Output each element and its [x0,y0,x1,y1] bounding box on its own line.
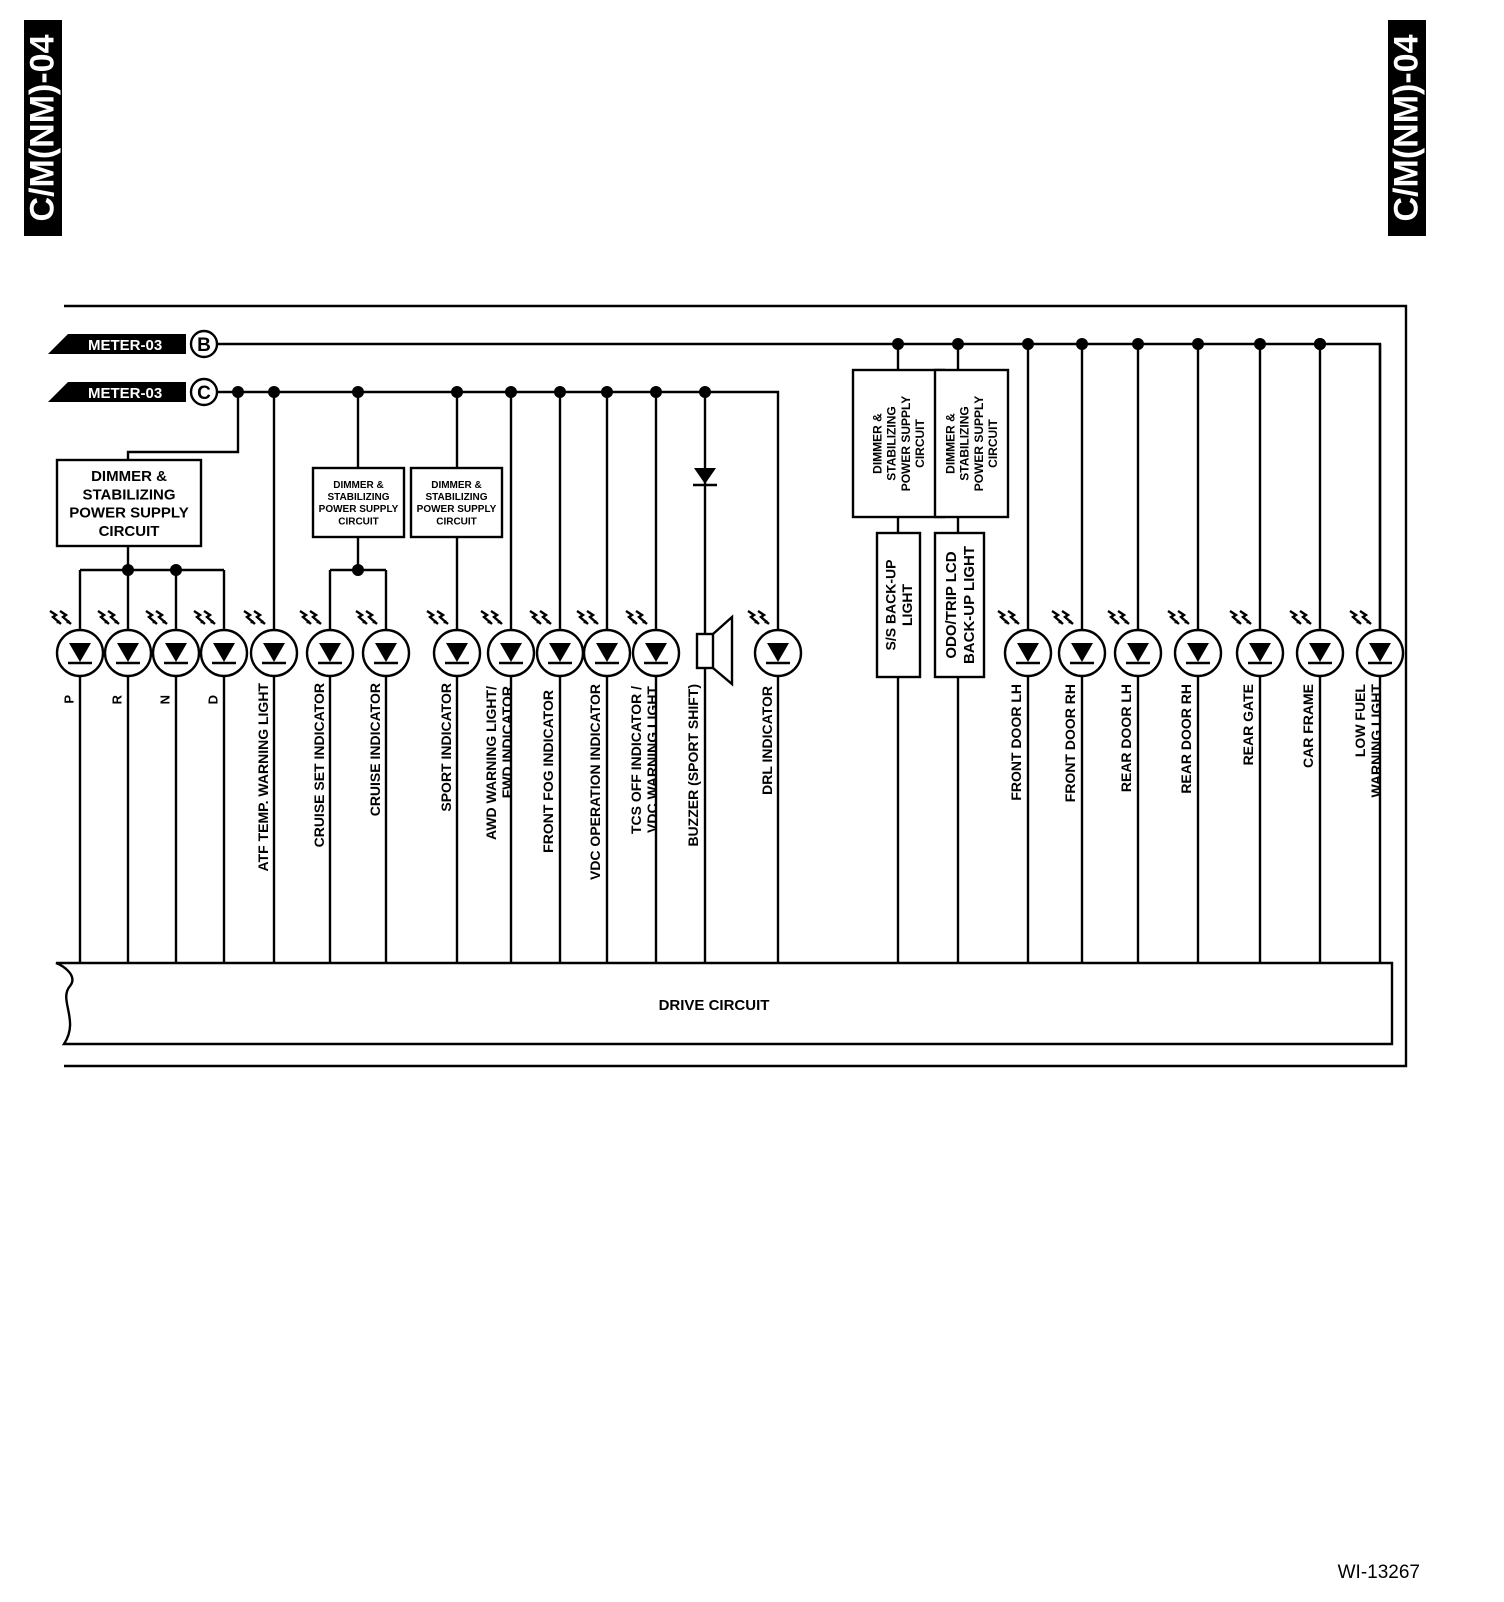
dimmer-odo-box-text: CIRCUIT [986,419,1001,468]
dimmer-ss-box-text: STABILIZING [884,406,899,481]
led-tcs-off [626,611,679,676]
dimmer-main-box-text: DIMMER & [91,467,167,485]
label-front-fog: FRONT FOG INDICATOR [540,690,557,853]
dimmer-sport-box-text: CIRCUIT [436,516,477,528]
label-cruise: CRUISE INDICATOR [367,683,384,817]
label-low-fuel: WARNING LIGHT [1368,684,1385,798]
dimmer-ss-box-text: POWER SUPPLY [898,395,913,492]
dimmer-odo-box-text: POWER SUPPLY [971,395,986,492]
led-rear-gate [1230,611,1283,676]
buzzer-body [697,634,713,668]
label-rear-door-rh: REAR DOOR RH [1178,684,1195,794]
label-tcs-off: TCS OFF INDICATOR / [628,686,645,835]
dimmer-cruise-box-text: POWER SUPPLY [318,504,399,516]
led-rear-door-lh [1108,611,1161,676]
ss-backup-box-text: S/S BACK-UP [882,559,899,651]
led-drl [748,611,801,676]
connector-c-name: METER-03 [88,385,163,402]
dimmer-sport-box-text: POWER SUPPLY [416,504,497,516]
label-gear-n: N [157,695,173,705]
figure-id: WI-13267 [1337,1562,1420,1583]
label-drl: DRL INDICATOR [759,686,776,795]
dimmer-cruise-box-text: STABILIZING [327,492,390,503]
buzzer-diode [694,468,716,484]
label-cruise-set: CRUISE SET INDICATOR [311,683,328,848]
buzzer-cone [713,617,732,684]
drive-circuit-label: DRIVE CIRCUIT [658,997,770,1014]
dimmer-cruise-box-text: DIMMER & [333,479,384,491]
led-front-door-lh [998,611,1051,676]
led-car-frame [1290,611,1343,676]
led-cruise [356,611,409,676]
dimmer-main-box-text: STABILIZING [82,486,176,504]
connector-b-name: METER-03 [88,337,163,354]
label-awd: FWD INDICATOR [499,686,516,799]
dimmer-sport-box-text: DIMMER & [431,479,482,491]
led-front-fog [530,611,583,676]
led-gear-r [98,611,151,676]
dimmer-sport-box-text: STABILIZING [425,492,488,503]
label-tcs-off: VDC WARNING LIGHT [644,686,661,833]
label-front-door-rh: FRONT DOOR RH [1062,684,1079,803]
label-low-fuel: LOW FUEL [1352,684,1369,758]
led-gear-d [194,611,247,676]
dimmer-ss-box-text: CIRCUIT [913,419,928,468]
led-low-fuel [1350,611,1403,676]
label-sport: SPORT INDICATOR [438,683,455,812]
dimmer-odo-box-text: STABILIZING [957,406,972,481]
ss-backup-box-text: LIGHT [898,584,915,626]
dimmer-cruise-box-text: CIRCUIT [338,516,379,528]
led-front-door-rh [1052,611,1105,676]
label-rear-door-lh: REAR DOOR LH [1118,684,1135,793]
led-gear-p [50,611,103,676]
label-buzzer: BUZZER (SPORT SHIFT) [685,684,702,847]
corner-tab-right-text: C/M(NM)-04 [1387,34,1426,222]
label-gear-p: P [61,695,77,704]
label-gear-r: R [109,695,125,705]
connector-b-pin: B [197,335,211,356]
label-front-door-lh: FRONT DOOR LH [1008,684,1025,801]
led-gear-n [146,611,199,676]
dimmer-odo-box-text: DIMMER & [943,413,958,474]
led-rear-door-rh [1168,611,1221,676]
led-cruise-set [300,611,353,676]
dimmer-main-feed [128,392,238,460]
component-layer [50,468,1403,684]
dimmer-ss-box-text: DIMMER & [870,413,885,474]
connector-c-pin: C [197,383,211,404]
odo-backup-box-text: ODO/TRIP LCD [943,551,961,659]
label-car-frame: CAR FRAME [1300,684,1317,768]
odo-backup-box-text: BACK-UP LIGHT [960,545,978,665]
dimmer-main-box-text: POWER SUPPLY [69,504,189,522]
box-layer [57,370,1008,677]
junction-c-1 [232,386,244,398]
label-atf: ATF TEMP. WARNING LIGHT [255,683,272,872]
led-vdc-operation [577,611,630,676]
corner-tab-left-text: C/M(NM)-04 [23,34,62,222]
label-vdc-operation: VDC OPERATION INDICATOR [587,684,604,881]
label-rear-gate: REAR GATE [1240,684,1257,766]
label-gear-d: D [205,695,221,705]
led-sport [427,611,480,676]
led-awd [481,611,534,676]
dimmer-main-box-text: CIRCUIT [98,522,160,540]
label-awd: AWD WARNING LIGHT/ [483,686,500,840]
junction-car-frame-b [1314,338,1326,350]
led-atf [244,611,297,676]
